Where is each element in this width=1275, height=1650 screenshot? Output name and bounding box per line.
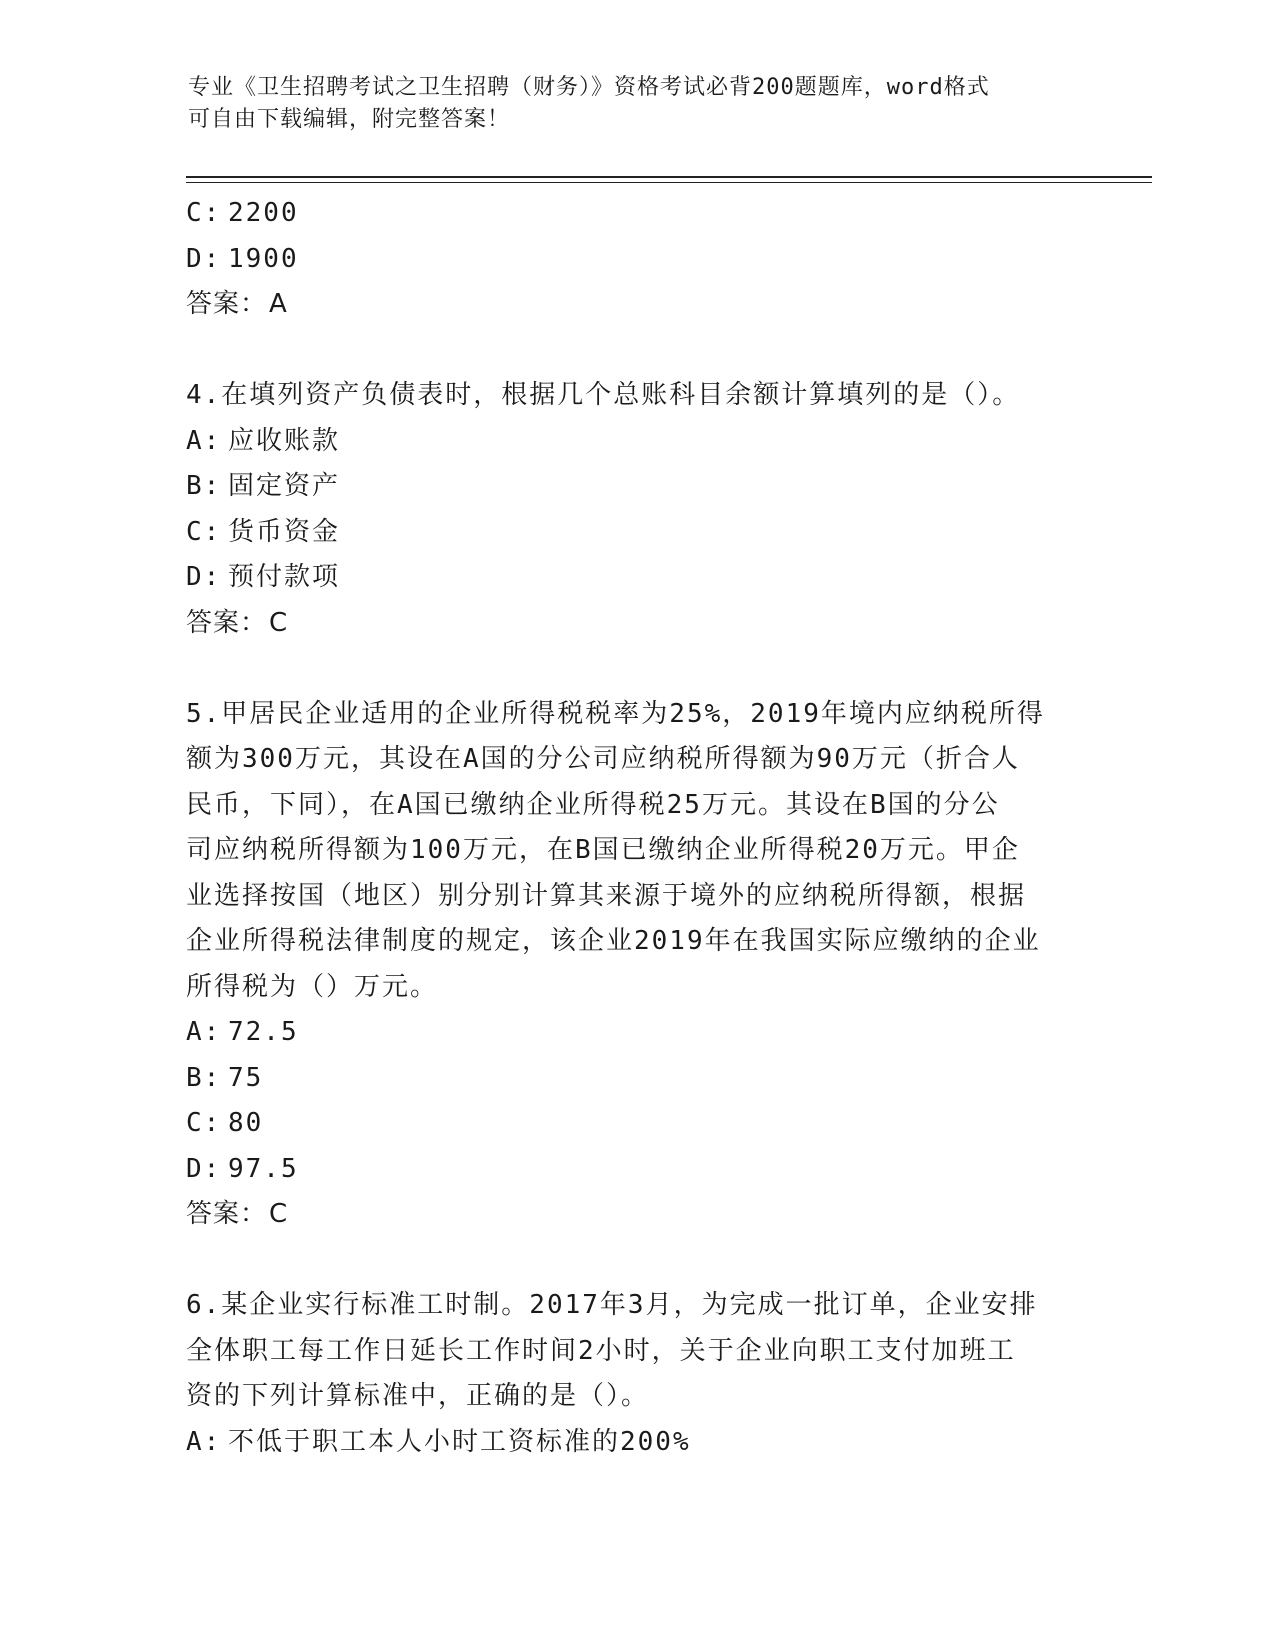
option-a: A: 应收账款 — [186, 425, 341, 456]
question-6 — [186, 1283, 1086, 1465]
question-content — [186, 191, 1086, 1465]
question-5 — [186, 692, 1086, 1238]
header-line-2: 可自由下载编辑，附完整答案！ — [188, 107, 511, 132]
header-line-1: 专业《卫生招聘考试之卫生招聘（财务）》资格考试必背200题题库，word格式 — [188, 75, 990, 100]
option-c: C: 2200 — [186, 198, 299, 228]
option-c: C: 货币资金 — [186, 516, 341, 547]
option-b: B: 75 — [186, 1062, 264, 1093]
question-text-line: 业选择按国（地区）别分别计算其来源于境外的应纳税所得额，根据 — [186, 880, 1027, 911]
question-text-line: 5.甲居民企业适用的企业所得税税率为25%，2019年境内应纳税所得 — [186, 698, 1045, 729]
document-header — [188, 72, 1068, 136]
option-d: D: 预付款项 — [186, 562, 341, 592]
option-c: C: 80 — [186, 1108, 264, 1138]
option-a: A: 72.5 — [186, 1017, 299, 1047]
option-d: D: 1900 — [186, 243, 299, 274]
question-text-line: 全体职工每工作日延长工作时间2小时，关于企业向职工支付加班工 — [186, 1335, 1016, 1366]
question-4 — [186, 373, 1086, 646]
question-text-line: 6.某企业实行标准工时制。2017年3月，为完成一批订单，企业安排 — [186, 1290, 1038, 1320]
header-rule-thin — [186, 182, 1152, 183]
question-text-line: 企业所得税法律制度的规定，该企业2019年在我国实际应缴纳的企业 — [186, 926, 1041, 956]
option-d: D: 97.5 — [186, 1153, 299, 1184]
answer-line: 答案：C — [186, 1199, 289, 1229]
question-text-line: 额为300万元，其设在A国的分公司应纳税所得额为90万元（折合人 — [186, 744, 1020, 774]
option-a: A: 不低于职工本人小时工资标准的200% — [186, 1426, 691, 1457]
question-text: 4.在填列资产负债表时，根据几个总账科目余额计算填列的是（）。 — [186, 380, 1021, 410]
answer-line: 答案：A — [186, 289, 288, 319]
question-text-line: 所得税为（）万元。 — [186, 971, 439, 1002]
header-rule-thick — [186, 176, 1152, 178]
question-text-line: 民币，下同），在A国已缴纳企业所得税25万元。其设在B国的分公 — [186, 789, 1000, 820]
question-text-line: 资的下列计算标准中，正确的是（）。 — [186, 1381, 650, 1411]
question-3-tail — [186, 191, 1086, 328]
option-b: B: 固定资产 — [186, 471, 341, 501]
question-text-line: 司应纳税所得额为100万元，在B国已缴纳企业所得税20万元。甲企 — [186, 835, 1020, 865]
answer-line: 答案：C — [186, 607, 289, 638]
